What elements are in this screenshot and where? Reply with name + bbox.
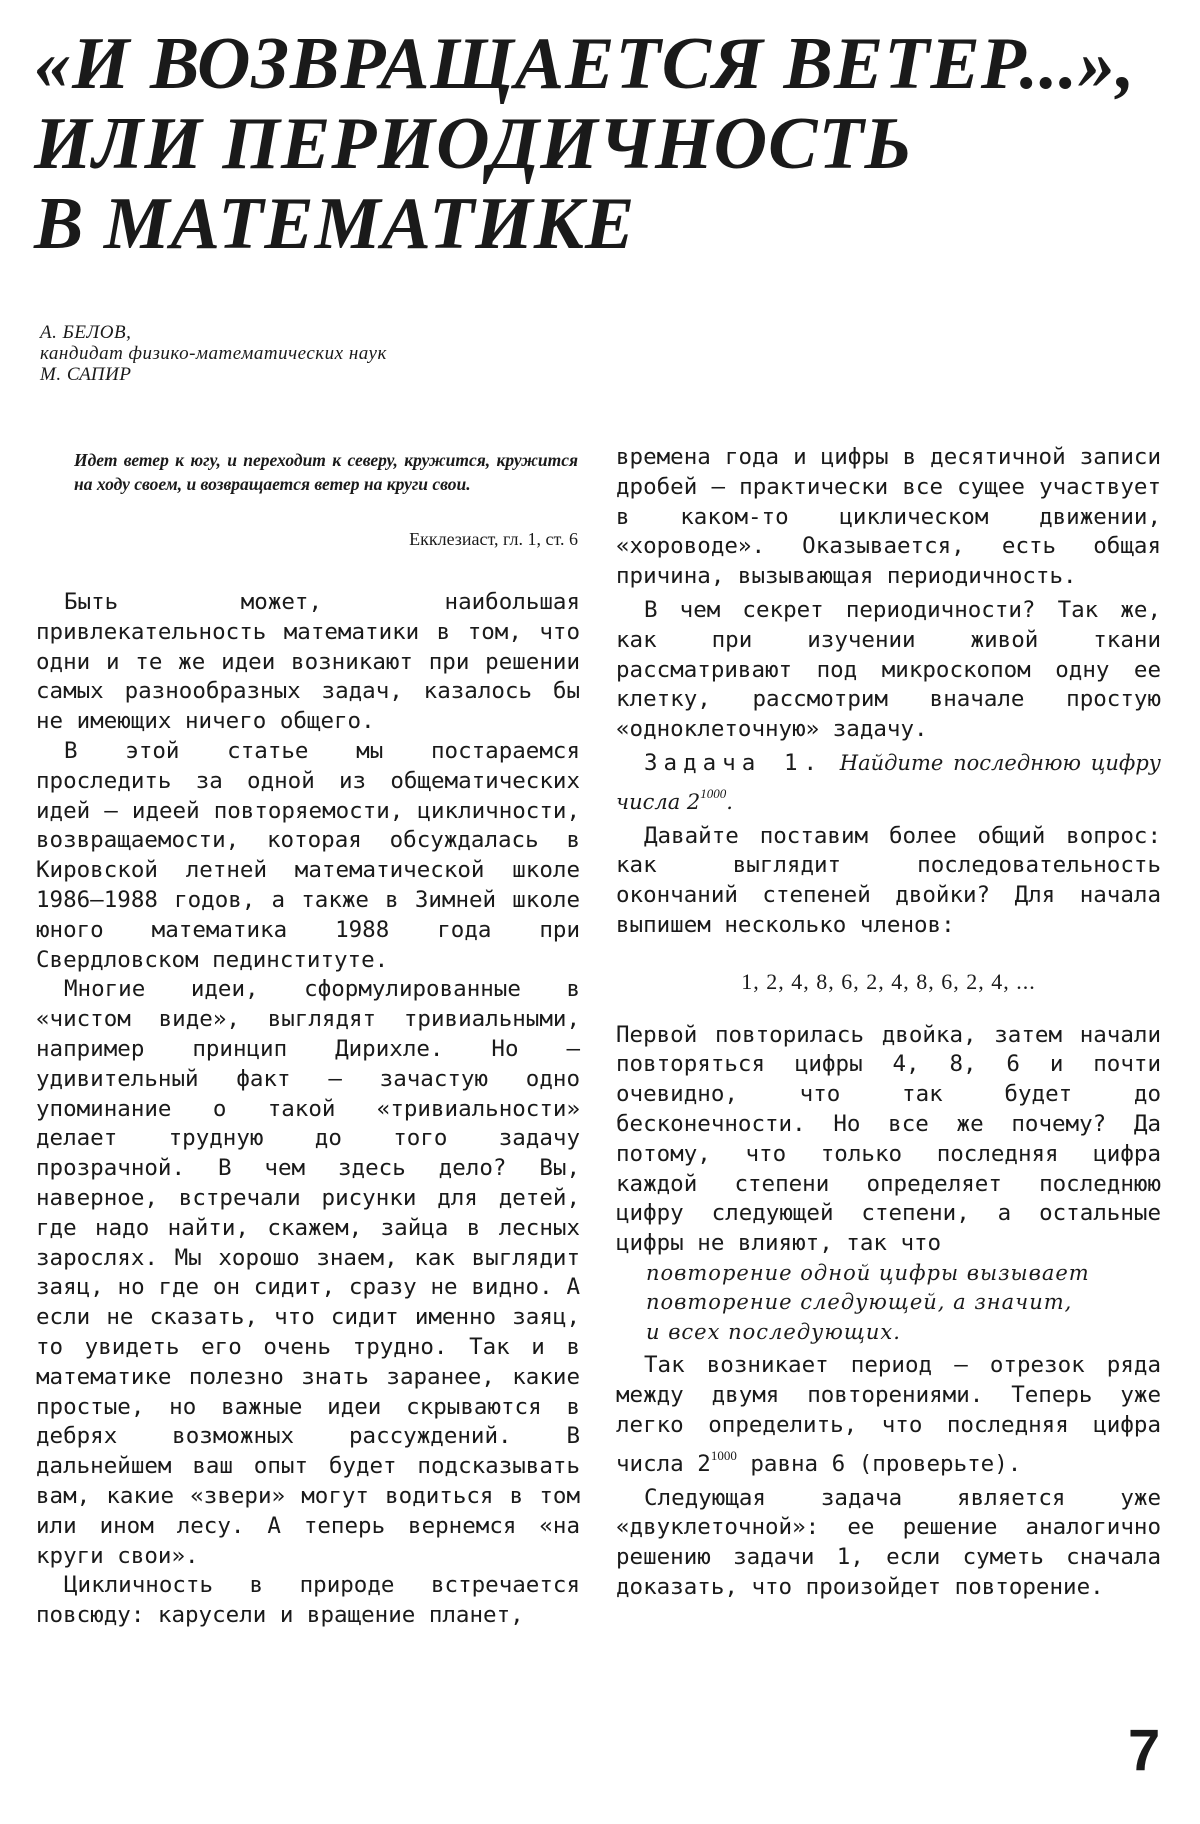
author-2-name: М. САПИР [40,364,132,385]
task-label: Задача 1. [644,749,824,776]
power-exponent: 1000 [710,1447,737,1463]
italic-line-1: повторение одной цифры вызывает [646,1260,1090,1285]
paragraph: Цикличность в природе встречается повсюду: карусели и вращение планет, [36,1572,580,1629]
page-number: 7 [1128,1718,1161,1783]
title-line-3: В МАТЕМАТИКЕ [34,183,636,265]
title-line-2: ИЛИ ПЕРИОДИЧНОСТЬ [34,103,913,185]
italic-statement [646,1259,1161,1348]
task-exponent: 1000 [700,785,727,801]
italic-line-3: и всех последующих. [646,1319,901,1344]
epigraph-text: Идет ветер к югу, и переходит к северу, кружится, кружится на ходу своем, и возвращается ветер на круги свои. [74,450,578,494]
powers-sequence: 1, 2, 4, 8, 6, 2, 4, 8, 6, 2, 4, ... [741,968,1036,994]
author-1-name: А. БЕЛОВ, [40,322,132,343]
paragraph: Первой повторилась двойка, затем начали повторяться цифры 4, 8, 6 и почти очевидно, что так будет до бесконечности. Но все же почему? Да потому, что только последняя цифра каждой степени определяет последнюю цифру следующей степени, а остальные цифры не влияют, так что [616,1021,1161,1257]
article-title [34,24,1174,264]
task-1-statement [616,749,1161,818]
task-text: Найдите последнюю цифру числа 2 [616,750,1161,814]
right-column [616,443,1161,1603]
paragraph: времена года и цифры в десятичной записи дробей — практически все сущее участвует в каком-то циклическом движении, «хороводе». Оказывается, есть общая причина, вызывающая периодичность. [616,444,1161,590]
left-column [36,588,580,1631]
italic-line-2: повторение следующей, а значит, [646,1290,1073,1315]
epigraph-source: Екклезиаст, гл. 1, ст. 6 [409,529,578,549]
paragraph [616,1351,1161,1479]
paragraph: Многие идеи, сформулированные в «чистом виде», выглядят тривиальными, например принцип Дирихле. Но — удивительный факт — зачастую одно упоминание о такой «тривиальности» делает трудную до того задачу прозрачной. В чем здесь дело? Вы, наверное, встречали рисунки для детей, где надо найти, скажем, зайца в лесных зарослях. Мы хорошо знаем, как выглядит заяц, но где он сидит, сразу не видно. А если не сказать, что сидит именно заяц, то увидеть его очень трудно. Так и в математике полезно знать заранее, какие простые, но важные идеи скрываются в дебрях возможных рассуждений. В дальнейшем ваш опыт будет подсказывать вам, какие «звери» могут водиться в том или ином лесу. А теперь вернемся «на круги свои». [36,976,580,1569]
paragraph: В этой статье мы постараемся проследить за одной из общематических идей — идеей повторяемости, цикличности, возвращаемости, которая обсуждалась в Кировской летней математической школе 1986—1988 годов, а также в Зимней школе юного математика 1988 года при Свердловском пединституте. [36,737,580,973]
paragraph: Быть может, наибольшая привлекательность математики в том, что одни и те же идеи возникают при решении самых разнообразных задач, казалось бы не имеющих ничего общего. [36,589,580,735]
paragraph: Следующая задача является уже «двуклеточной»: ее решение аналогично решению задачи 1, если суметь сначала доказать, что произойдет повторение. [616,1484,1161,1600]
task-end: . [726,789,733,814]
paragraph-part: Так возникает период — отрезок ряда между двумя повторениями. Теперь уже легко определить, что последняя цифра числа 2 [616,1352,1161,1477]
paragraph: В чем секрет периодичности? Так же, как при изучении живой ткани рассматривают под микроскопом одну ее клетку, рассмотрим вначале простую «одноклеточную» задачу. [616,596,1161,743]
paragraph: Давайте поставим более общий вопрос: как выглядит последовательность окончаний степеней двойки? Для начала выпишем несколько членов: [616,822,1161,938]
title-line-1: «И ВОЗВРАЩАЕТСЯ ВЕТЕР...», [34,23,1136,105]
author-1-degree: кандидат физико-математических наук [40,343,387,364]
authors-block [40,322,387,385]
paragraph-part: равна 6 (проверьте). [736,1450,1022,1477]
